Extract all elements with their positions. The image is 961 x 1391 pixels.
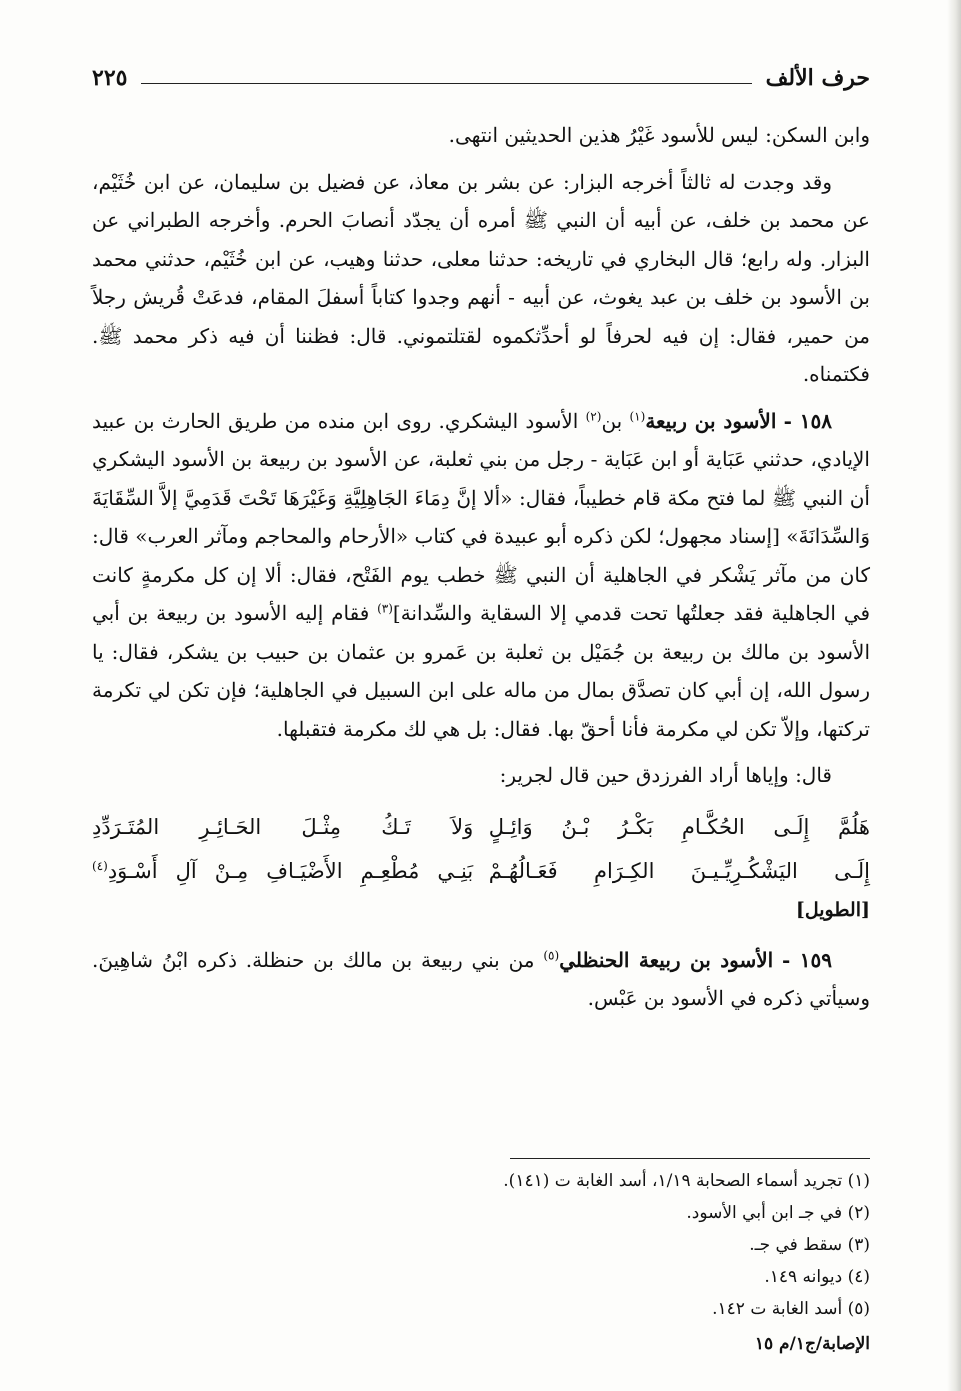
footnote-ref-5: (٥) bbox=[543, 947, 560, 962]
book-page bbox=[92, 58, 870, 1368]
verse-2-first-hemistich: إِلَـى اليَشْكُـرِيِّـيـنَ الكِـرَامِ فَعَـالُهُـمْ bbox=[488, 858, 870, 883]
poem-meter: [الطويل] bbox=[795, 898, 870, 921]
scan-edge-shadow bbox=[947, 0, 961, 1391]
paragraph-2: وقد وجدت له ثالثاً أخرجه البزار: عن بشر بن معاذ، عن فضيل بن سليمان، عن ابن خُثَيْم، عن محمد بن خلف، عن أبيه أن النبي ﷺ أمره أن يجدّد أنصابَ الحرم. وأخرجه الطبراني عن البزار. وله رابع؛ قال البخاري في تاريخه: حدثنا معلى، حدثنا وهيب، عن ابن خُثَيْم، حدثني محمد بن الأسود بن خلف بن عبد يغوث، عن أبيه - أنهم وجدوا كتاباً أسفلَ المقام، فدعَتْ قُريش رجلاً من حمير، فقال: إن فيه لحرفاً لو أحدِّثكموه لقتلتموني. قال: فظننا أن فيه ذكر محمد ﷺ. فكتمناه. bbox=[92, 169, 870, 386]
verse-1-second-hemistich: وَلاَ تَـكُ مِثْـلَ الحَـائِـرِ المُتَـرَدِّدِ bbox=[92, 814, 474, 839]
footnotes bbox=[92, 1158, 870, 1325]
footnote-ref-4: (٤) bbox=[92, 858, 108, 873]
footnote-4: (٤) ديوانه ١٤٩. bbox=[764, 1267, 870, 1287]
entry-158-text-b: فقام إليه الأسود بن ربيعة بن أبي الأسود بن مالك بن ربيعة بن جُمَيْل بن ثعلبة بن عَمرو بن عثمان بن حبيب بن يشكر، فقال: يا رسول الله، إن أبي كان تصدَّق بمال من ماله على ابن السبيل في الجاهلية؛ فإن تكن لي تكرمة تركتها، وإلاّ تكن لي مكرمة فأنا أحقّ بها. فقال: بل هي لك مكرمة فتقبلها. bbox=[92, 601, 870, 741]
verse-2-second-hemistich bbox=[92, 849, 473, 893]
entry-159-text: من بني ربيعة بن مالك بن حنظلة. ذكره ابْنُ شاهِينَ. وسيأتي ذكره في الأسود بن عَبْس. bbox=[92, 947, 870, 1010]
entry-158-name: الأسود بن ربيعة bbox=[645, 408, 777, 433]
poem-intro: قال: وإياها أراد الفرزدق حين قال لجرير: bbox=[499, 763, 832, 787]
running-header bbox=[92, 58, 870, 98]
entry-158 bbox=[92, 402, 870, 749]
footnote-ref-3: (٣) bbox=[377, 601, 393, 616]
entry-158-bin: بن bbox=[601, 408, 623, 433]
footnote-ref-1: (١) bbox=[629, 408, 646, 423]
chapter-title: حرف الألف bbox=[765, 65, 870, 91]
footnote-5: (٥) أسد الغابة ت ١٤٢. bbox=[712, 1299, 870, 1319]
paragraph-1: وابن السكن: ليس للأسود غَيْرُ هذين الحديثين انتهى. bbox=[448, 123, 870, 147]
header-rule bbox=[141, 83, 751, 84]
entry-159-number: ١٥٩ - bbox=[782, 947, 833, 972]
poem bbox=[92, 805, 870, 927]
entry-159-name: الأسود بن ربيعة الحنظلي bbox=[559, 947, 774, 972]
poem-verse-1 bbox=[92, 805, 870, 849]
entry-158-number: ١٥٨ - bbox=[783, 408, 833, 433]
verse-1-first-hemistich: هَلُمَّ إِلَـى الحُكَّـامِ بَكْـرُ بْـنُ وَائِـلٍ bbox=[488, 814, 870, 839]
footnote-3: (٣) سقط في جـ. bbox=[749, 1235, 870, 1255]
entry-159 bbox=[92, 941, 870, 1018]
signature-mark: الإصابة/ج١/م ١٥ bbox=[754, 1334, 870, 1354]
page-body bbox=[92, 116, 870, 1018]
footnote-1: (١) تجريد أسماء الصحابة ١/١٩، أسد الغابة ت (١٤١). bbox=[503, 1171, 870, 1191]
verse-2-second-text: بَنِـي مُطْعِـمِ الأَضْيَـافِ مِـنْ آلِ أَسْـوَدِ bbox=[107, 858, 474, 883]
page-number: ٢٢٥ bbox=[92, 65, 128, 91]
footnote-2: (٢) في جـ ابن أبي الأسود. bbox=[686, 1203, 870, 1223]
footnote-ref-2: (٢) bbox=[585, 408, 602, 423]
poem-verse-2 bbox=[92, 849, 870, 893]
footnote-rule bbox=[510, 1158, 870, 1159]
entry-158-text-a: الأسود اليشكري. روى ابن منده من طريق الحارث بن عبيد الإيادي، حدثني عَبَاية أو ابن عَبَاية - رجل من بني ثعلبة، عن الأسود بن ربيعة بن الأسود اليشكري أن النبي ﷺ لما فتح مكة قام خطيباً، فقال: «ألا إنَّ دِمَاءَ الجَاهِلِيَّةِ وَغَيْرَهَا تَحْتَ قَدَمِيَّ إلاَّ السِّقَايَةَ وَالسِّدَانَةَ» [إسناد مجهول؛ لكن ذكره أبو عبيدة في كتاب «الأرحام والمحاجم ومآثر العرب» قال: كان من مآثر يَشْكر في الجاهلية أن النبي ﷺ خطب يوم الفَتْح، فقال: ألا إن كل مكرمةٍ كانت في الجاهلية فقد جعلتُها تحت قدمي إلا السقاية والسِّدانة] bbox=[92, 408, 871, 625]
